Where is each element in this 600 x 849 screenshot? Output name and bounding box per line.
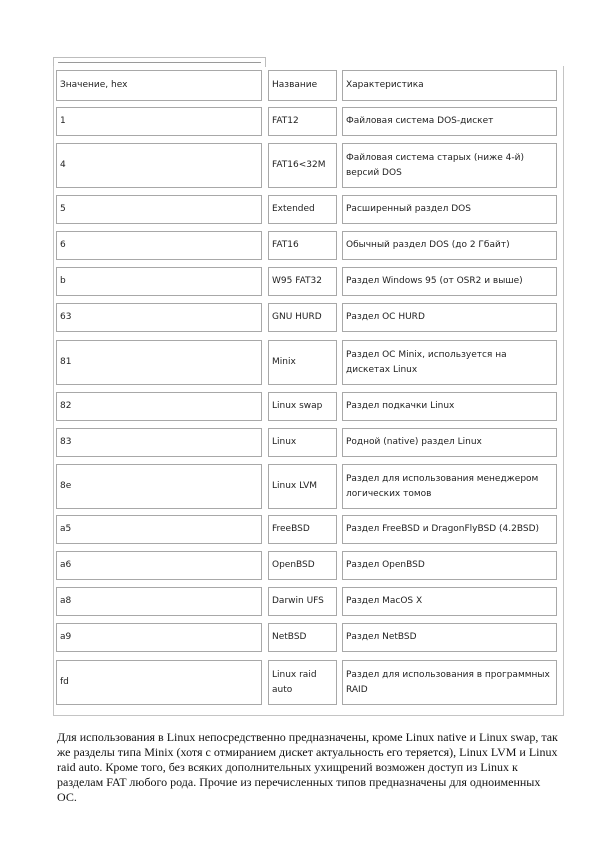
row-2-description: Файловая система старых (ниже 4-й) версий DOS xyxy=(342,143,557,188)
row-15-code: fd xyxy=(56,660,262,705)
row-10-description: Раздел для использования менеджером логических томов xyxy=(342,464,557,509)
row-2-name: FAT16<32M xyxy=(268,143,337,188)
row-12-code: a6 xyxy=(56,551,262,580)
row-1-name: FAT12 xyxy=(268,107,337,136)
row-14-code: a9 xyxy=(56,623,262,652)
row-15-name: Linux raid auto xyxy=(268,660,337,705)
row-8-code: 82 xyxy=(56,392,262,421)
row-7-name: Minix xyxy=(268,340,337,385)
row-3-code: 5 xyxy=(56,195,262,224)
row-11-name: FreeBSD xyxy=(268,515,337,544)
row-12-description: Раздел OpenBSD xyxy=(342,551,557,580)
row-5-name: W95 FAT32 xyxy=(268,267,337,296)
row-6-name: GNU HURD xyxy=(268,303,337,332)
row-9-code: 83 xyxy=(56,428,262,457)
row-14-name: NetBSD xyxy=(268,623,337,652)
row-3-description: Расширенный раздел DOS xyxy=(342,195,557,224)
row-8-description: Раздел подкачки Linux xyxy=(342,392,557,421)
row-13-name: Darwin UFS xyxy=(268,587,337,616)
row-5-code: b xyxy=(56,267,262,296)
row-1-code: 1 xyxy=(56,107,262,136)
row-3-name: Extended xyxy=(268,195,337,224)
row-11-code: a5 xyxy=(56,515,262,544)
row-14-description: Раздел NetBSD xyxy=(342,623,557,652)
row-12-name: OpenBSD xyxy=(268,551,337,580)
row-2-code: 4 xyxy=(56,143,262,188)
row-7-code: 81 xyxy=(56,340,262,385)
row-6-description: Раздел ОС HURD xyxy=(342,303,557,332)
row-1-description: Файловая система DOS-дискет xyxy=(342,107,557,136)
row-4-description: Обычный раздел DOS (до 2 Гбайт) xyxy=(342,231,557,260)
row-9-name: Linux xyxy=(268,428,337,457)
body-paragraph: Для использования в Linux непосредственно предназначены, кроме Linux native и Linux swap, так же разделы типа Minix (хотя с отмиранием дискет актуальность его теряется), Linux LVM и Linux raid auto. Кроме того, без всяких дополнительных ухищрений возможен доступ из Linux к разделам FAT любого рода. Прочие из перечисленных типов предназначены для одноименных ОС. xyxy=(57,730,558,804)
row-4-code: 6 xyxy=(56,231,262,260)
row-10-code: 8e xyxy=(56,464,262,509)
row-13-description: Раздел MacOS X xyxy=(342,587,557,616)
row-9-description: Родной (native) раздел Linux xyxy=(342,428,557,457)
row-5-description: Раздел Windows 95 (от OSR2 и выше) xyxy=(342,267,557,296)
row-6-code: 63 xyxy=(56,303,262,332)
header-cell-description: Характеристика xyxy=(342,70,557,101)
row-13-code: a8 xyxy=(56,587,262,616)
row-15-description: Раздел для использования в программных RAID xyxy=(342,660,557,705)
row-11-description: Раздел FreeBSD и DragonFlyBSD (4.2BSD) xyxy=(342,515,557,544)
row-8-name: Linux swap xyxy=(268,392,337,421)
row-4-name: FAT16 xyxy=(268,231,337,260)
row-10-name: Linux LVM xyxy=(268,464,337,509)
header-cell-name: Название xyxy=(268,70,337,101)
row-7-description: Раздел ОС Minix, используется на дискетах Linux xyxy=(342,340,557,385)
header-cell-code: Значение, hex xyxy=(56,70,262,101)
